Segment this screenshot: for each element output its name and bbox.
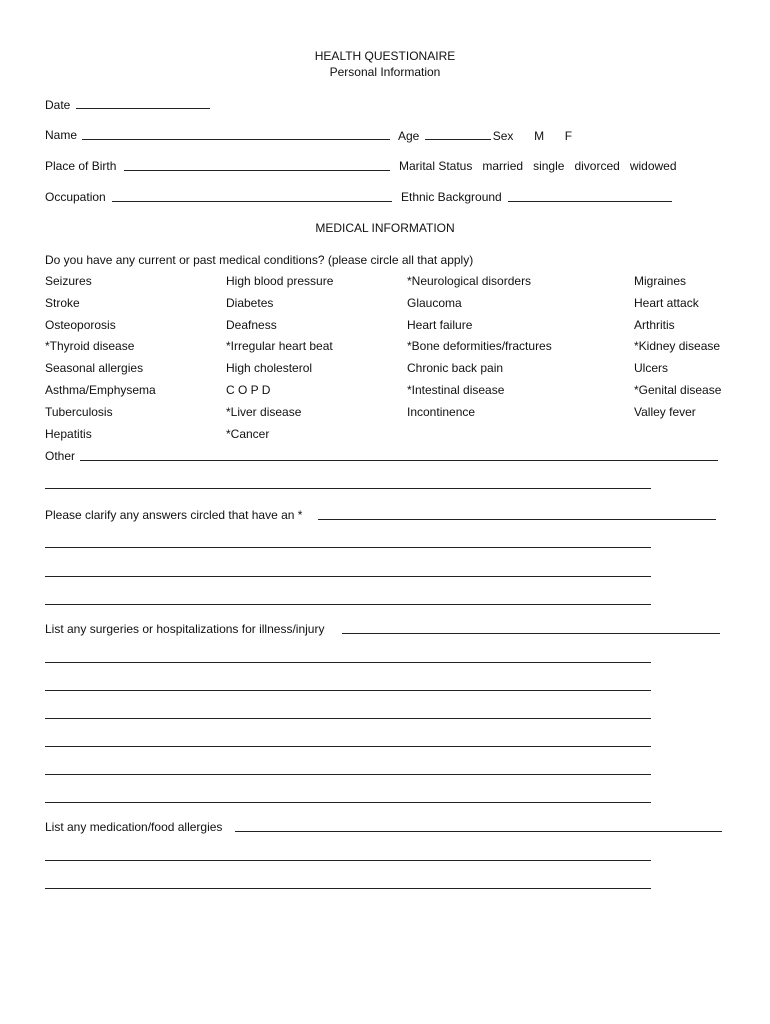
condition-option[interactable]: *Intestinal disease: [407, 383, 505, 397]
marital-option-widowed[interactable]: widowed: [629, 159, 677, 173]
condition-option[interactable]: Hepatitis: [45, 427, 92, 441]
condition-option[interactable]: Heart failure: [407, 318, 473, 332]
condition-option[interactable]: Arthritis: [634, 318, 675, 332]
surgeries-line-2[interactable]: [45, 662, 651, 663]
condition-option[interactable]: Chronic back pain: [407, 361, 504, 375]
surgeries-line-7[interactable]: [45, 802, 651, 803]
condition-option[interactable]: *Genital disease: [634, 383, 722, 397]
condition-option[interactable]: High blood pressure: [226, 274, 334, 288]
page-subtitle: Personal Information: [329, 65, 441, 79]
surgeries-label: List any surgeries or hospitalizations for illness/injury: [45, 622, 325, 636]
age-label: Age: [398, 129, 420, 143]
marital-option-divorced[interactable]: divorced: [574, 159, 620, 173]
sex-label: Sex: [492, 129, 514, 143]
surgeries-line-5[interactable]: [45, 746, 651, 747]
condition-option[interactable]: Ulcers: [634, 361, 669, 375]
medical-section-title: MEDICAL INFORMATION: [315, 221, 455, 235]
surgeries-line-6[interactable]: [45, 774, 651, 775]
ethnic-background-label: Ethnic Background: [401, 190, 502, 204]
date-label: Date: [45, 98, 71, 112]
condition-option[interactable]: High cholesterol: [226, 361, 313, 375]
sex-option-m[interactable]: M: [534, 129, 545, 143]
surgeries-line-4[interactable]: [45, 718, 651, 719]
condition-option[interactable]: Incontinence: [407, 405, 476, 419]
marital-option-single[interactable]: single: [533, 159, 565, 173]
condition-option[interactable]: Seasonal allergies: [45, 361, 144, 375]
condition-option[interactable]: Osteoporosis: [45, 318, 116, 332]
clarify-label: Please clarify any answers circled that have an *: [45, 508, 303, 522]
allergies-line-2[interactable]: [45, 860, 651, 861]
occupation-field[interactable]: [112, 201, 392, 202]
conditions-prompt: Do you have any current or past medical conditions? (please circle all that apply): [45, 253, 474, 267]
age-field[interactable]: [425, 128, 491, 140]
condition-option[interactable]: Migraines: [634, 274, 687, 288]
condition-option[interactable]: *Bone deformities/fractures: [407, 339, 552, 353]
date-row: [45, 97, 212, 112]
condition-option[interactable]: *Kidney disease: [634, 339, 721, 353]
ethnic-background-field[interactable]: [508, 201, 672, 202]
occupation-label: Occupation: [45, 190, 106, 204]
condition-option[interactable]: *Liver disease: [226, 405, 302, 419]
marital-status-row: [399, 159, 677, 173]
condition-option[interactable]: C O P D: [226, 383, 271, 397]
marital-option-married[interactable]: married: [482, 159, 524, 173]
place-of-birth-field[interactable]: [124, 170, 390, 171]
condition-option[interactable]: *Irregular heart beat: [226, 339, 333, 353]
page-title: HEALTH QUESTIONAIRE: [314, 49, 456, 63]
clarify-line-2[interactable]: [45, 547, 651, 548]
condition-option[interactable]: Valley fever: [634, 405, 696, 419]
condition-option[interactable]: Glaucoma: [407, 296, 462, 310]
condition-option[interactable]: Deafness: [226, 318, 277, 332]
condition-option[interactable]: Stroke: [45, 296, 80, 310]
allergies-line-3[interactable]: [45, 888, 651, 889]
allergies-field[interactable]: [235, 831, 722, 832]
surgeries-line-3[interactable]: [45, 690, 651, 691]
condition-option[interactable]: Diabetes: [226, 296, 274, 310]
sex-option-f[interactable]: F: [564, 129, 573, 143]
allergies-label: List any medication/food allergies: [45, 820, 223, 834]
date-field[interactable]: [76, 97, 210, 109]
condition-option[interactable]: Heart attack: [634, 296, 699, 310]
name-field[interactable]: [82, 139, 390, 140]
condition-option[interactable]: Seizures: [45, 274, 92, 288]
other-label: Other: [45, 449, 76, 463]
condition-option[interactable]: *Cancer: [226, 427, 270, 441]
clarify-line-3[interactable]: [45, 576, 651, 577]
marital-status-label: Marital Status: [399, 159, 473, 173]
age-sex-row: [398, 128, 572, 143]
surgeries-field[interactable]: [342, 633, 720, 634]
other-line-2[interactable]: [45, 488, 651, 489]
condition-option[interactable]: *Neurological disorders: [407, 274, 532, 288]
condition-option[interactable]: *Thyroid disease: [45, 339, 135, 353]
name-label: Name: [45, 128, 78, 142]
other-field[interactable]: [80, 460, 718, 461]
condition-option[interactable]: Tuberculosis: [45, 405, 113, 419]
place-of-birth-label: Place of Birth: [45, 159, 117, 173]
clarify-line-4[interactable]: [45, 604, 651, 605]
clarify-field[interactable]: [318, 519, 716, 520]
condition-option[interactable]: Asthma/Emphysema: [45, 383, 156, 397]
